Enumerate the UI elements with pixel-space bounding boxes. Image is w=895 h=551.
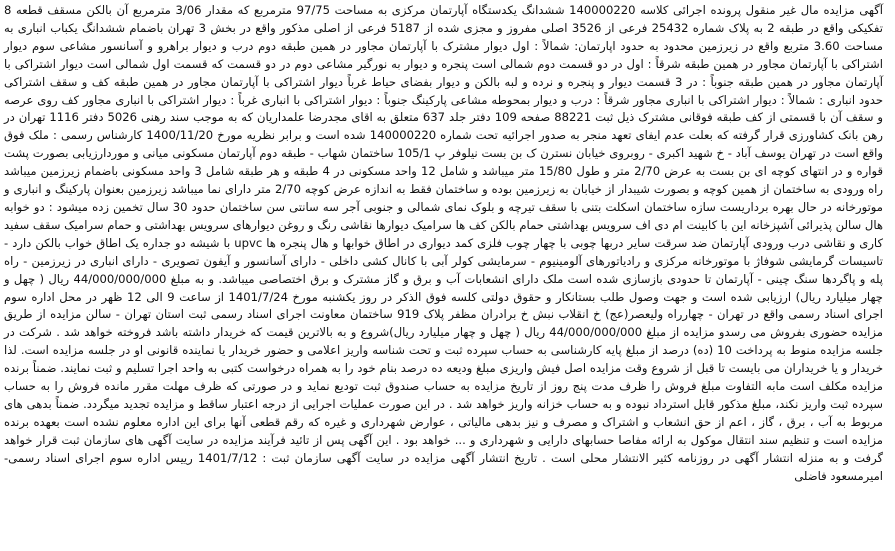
auction-notice-text: آگهی مزایده مال غیر منقول پرونده اجرائی کلاسه 140000220 ششدانگ یکدستگاه آپارتمان مرکزی به مساحت 97/75 مترمربع که مقدار 3/06 مترمربع آن بالکن مسقف قطعه 8 تفکیکی واقع در طبقه 2 به پلاک شماره 25432 فرعی از 3526 اصلی مفروز و مجزی شده از 5187 فرعی از اصلی مذکور واقع در بخش 3 تهران باضمام ششدانگ یکباب انباری به مساحت 3.60 متربع واقع در زیرزمین محدود به حدود اپارتمان: شمالاً : اول دیوار مشترک با آپارتمان مجاور در همین طبقه دوم درب و دیوار براهرو و آسانسور مشاعی سوم دیوار اشتراکی با آپارتمان مجاور در همین طبقه شرقاً : اول در دو قسمت دوم شمالی است پنجره و دیوار به نورگیر مشاعی دوم در دو قسمت که قسمت اول شمالی است دیوار اشتراکی با آپارتمان مجاور در همین طبقه جنوباً : در 3 قسمت دیوار و پنجره و نرده و لبه بالکن و دیوار بفضای حیاط غرباً دیوار اشتراکی با آپارتمان مجاور در همین طبقه کف و سقف اشتراکی حدود انباری : شمالاً : دیوار اشتراکی با انباری مجاور شرقاً : درب و دیوار بمحوطه مشاعی پارکینگ جنوباً : دیوار اشتراکی با انباری غرباً : دیوار اشتراکی با انباری مجاور کف روی عرصه و سقف آن با قسمتی از کف طبقه فوقانی مشترک ذیل ثبت 88221 صفحه 109 دفتر جلد 637 متعلق به اقای مجدرضا علمداریان که به موجب سند رهنی 5026 دفتر 1116 تهران در رهن بانک کشاورزی قرار گرفته که بعلت عدم ایفای تعهد منجر به صدور اجرائیه تحت شماره 140000220 شده است و برابر نظریه مورخ 1400/11/20 کارشناس رسمی : ملک فوق واقع است در تهران یوسف آباد - خ شهید اکبری - روبروی خیابان نسترن ک بن بست نیلوفر پ 105/1 ساختمان شهاب - طبقه دوم آپارتمان مسکونی میانی و موردارزیابی بصورت پشت قواره و در انتهای کوچه ای بن بست به عرض 2/70 متر و طول 15/80 متر میباشد و شامل 12 واحد مسکونی در 4 طبقه و هر طبقه شامل 3 واحد مسکونی باضمام زیرزمین میباشد راه ورودی به ساختمان از همین کوچه و بصورت شیبدار از خیابان به زیرزمین بوده و ساختمان فقط به اندازه عرض کوچه 2/70 متر دارای نما میباشد زیرزمین بعنوان پارکینگ و انباری و موتورخانه در حال بهره برداریست سازه ساختمان اسکلت بتنی با سقف تیرچه و بلوک نمای شمالی و جنوبی آجر سه سانتی سن ساختمان حدود 30 سال تخمین زده میشود : دو خوابه هال سالن پذیرائی آشپزخانه این با کابینت ام دی اف سرویس بهداشتی حمام بالکن کف ها سرامیک دیوارها نقاشی رنگ و روغن دیوارهای سرویس بهداشتی و حمام سرامیک سقف سفید کاری و نقاشی درب ورودی آپارتمان ضد سرقت سایر دربها چوبی با چهار چوب فلزی کمد دیواری در اطاق خوابها و هال پنجره ها upvc با شیشه دو جداره یک اطاق خواب بالکن دارد - تاسیسات گرمایشی شوفاژ با موتورخانه مرکزی و رادیاتورهای آلومینیوم - سرمایشی کولر آبی با کانال کشی داخلی - دارای آسانسور و آیفون تصویری - دارای انباری در زیرزمین - راه پله و پاگردها سنگ چینی - آپارتمان تا حدودی بازسازی شده است ملک دارای انشعابات آب و برق و گاز مشترک و برق اختصاصی میباشد. و به مبلغ 44/000/000/000 ریال ( چهل و چهار میلیارد ریال) ارزیابی شده است و جهت وصول طلب بستانکار و حقوق دولتی کلسه فوق الذکر در روز یکشنبه مورخ 1401/7/24 از ساعت 9 الی 12 ظهر در محل اداره سوم اجرای اسناد رسمی واقع در تهران - چهارراه ولیعصر(عج) خ انقلاب نبش خ برادران مظفر پلاک 919 ساختمان معاونت اجرای اسناد رسمی ثبت استان تهران - سالن مزایده از طریق مزایده حضوری بفروش می رسدو مزایده از مبلغ 44/000/000/000 ریال ( چهل و چهار میلیارد ریال)شروع و به بالاترین قیمت که خریدار داشته باشد فروخته خواهد شد . شرکت در جلسه مزایده منوط به پرداخت 10 (ده) درصد از مبلغ پایه کارشناسی به حساب سپرده ثبت و تحت شناسه واریز اعلامی و حضور خریدار یا نماینده قانونی او در جلسه مزایده است. لذا خریدار و یا خریداران می بایست تا قبل از شروع وقت مزایده اصل فیش واریزی مبلغ ودیعه ده درصد بنام خود را به همراه درخواست کتبی به واحد اجرا تسلیم و ثبت نمایند. ضمناً برنده مزایده مکلف است مابه التفاوت مبلغ فروش را ظرف مدت پنج روز از تاریخ مزایده به حساب صندوق ثبت تودیع نماید و در صورتی که ظرف مهلت مقرر مانده فروش را به حساب سپرده ثبت واریز نکند، مبلغ مذکور قابل استرداد نبوده و به حساب خزانه واریز خواهد شد . در این صورت عملیات اجرایی از درجه اعتبار ساقط و مزایده تجدید میگردد. ضمناً بدهی های مربوط به آب ، برق ، گاز ، اعم از حق انشعاب و اشتراک و مصرف و نیز بدهی مالیاتی ، عوارض شهرداری و غیره که رقم قطعی آنها برای این اداره معلوم نشده است بعهده برنده مزایده است و تنظیم سند انتقال موکول به ارائه مفاصا حسابهای دارایی و شهرداری و ... خواهد بود . این آگهی پس از تائید فرآیند مزایده در سایت آگهی های سازمان ثبت قرار خواهد گرفت و به منزله انتشار آگهی در روزنامه کثیر الانتشار محلی است . تاریخ انتشار آگهی مزایده در سایت آگهی سازمان ثبت : 1401/7/12 رییس اداره سوم اجرای اسناد رسمی- امیرمسعود فاضلی <box>4 3 884 483</box>
